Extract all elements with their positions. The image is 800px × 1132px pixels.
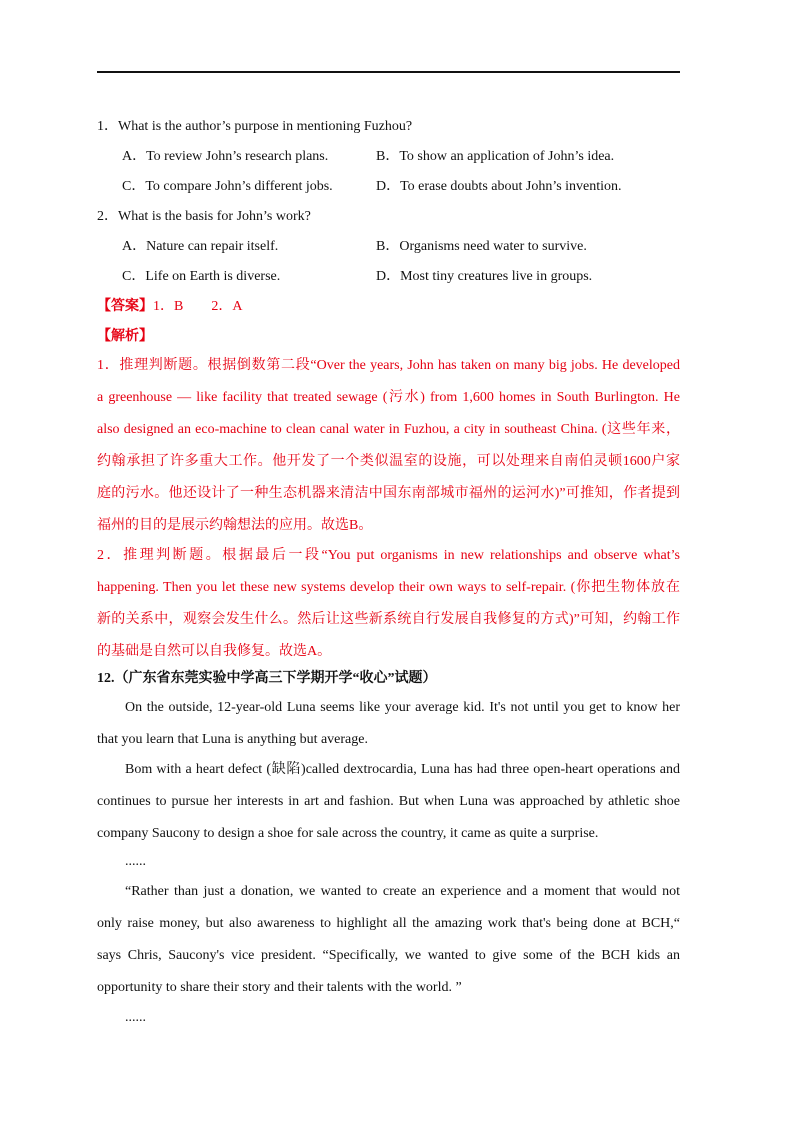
passage-line: continues to pursue her interests in art and fashion. But when Luna was approached by athletic shoe	[97, 794, 680, 809]
passage-line: “Rather than just a donation, we wanted to create an experience and a moment that would not	[125, 884, 680, 899]
question-1-option-a: A．To review John’s research plans.	[122, 149, 329, 164]
passage-line: only raise money, but also awareness to highlight all the amazing work that's being done at BCH,“	[97, 916, 680, 931]
passage-line: company Saucony to design a shoe for sale across the country, it came as quite a surprise.	[97, 826, 599, 841]
answer-tag: 【答案】	[97, 299, 153, 314]
passage-line: says Chris, Saucony's vice president. “Specifically, we wanted to give some of the BCH kids an	[97, 948, 680, 963]
question-2-option-a: A．Nature can repair itself.	[122, 239, 279, 254]
passage-line: Bom with a heart defect (缺陷)called dextrocardia, Luna has had three open-heart operations and	[125, 762, 680, 777]
question-1-option-d: D．To erase doubts about John’s invention.	[376, 179, 622, 194]
question-1-option-b: B．To show an application of John’s idea.	[376, 149, 615, 164]
analysis-1-line: also designed an eco-machine to clean canal water in Fuzhou, a city in southeast China. (这些年来，	[97, 422, 680, 437]
answer-text: 1．B 2．A	[153, 299, 243, 314]
analysis-2-line: 2．推理判断题。根据最后一段“You put organisms in new relationships and observe what’s	[97, 548, 680, 563]
answer-line	[97, 297, 242, 317]
analysis-2-line: 新的关系中，观察会发生什么。然后让这些新系统自行发展自我修复的方式)”可知，约翰工作	[97, 612, 680, 627]
passage-line: opportunity to share their story and their talents with the world. ”	[97, 980, 462, 995]
ellipsis: ......	[125, 1010, 146, 1025]
analysis-2-line: 的基础是自然可以自我修复。故选A。	[97, 644, 332, 659]
question-1-stem: 1．What is the author’s purpose in mentioning Fuzhou?	[97, 119, 413, 134]
section-heading: 12.（广东省东莞实验中学高三下学期开学“收心”试题）	[97, 671, 437, 686]
question-2-option-c: C．Life on Earth is diverse.	[122, 269, 281, 284]
question-2-option-d: D．Most tiny creatures live in groups.	[376, 269, 593, 284]
passage-line: that you learn that Luna is anything but average.	[97, 732, 368, 747]
analysis-1-line: 约翰承担了许多重大工作。他开发了一个类似温室的设施，可以处理来自南伯灵顿1600户家	[97, 454, 680, 469]
analysis-1-line: 1．推理判断题。根据倒数第二段“Over the years, John has taken on many big jobs. He developed	[97, 358, 680, 373]
question-1-option-c: C．To compare John’s different jobs.	[122, 179, 333, 194]
analysis-1-line: 福州的目的是展示约翰想法的应用。故选B。	[97, 518, 373, 533]
analysis-1-line: 庭的污水。他还设计了一种生态机器来清洁中国东南部城市福州的运河水)”可推知，作者提到	[97, 486, 680, 501]
analysis-2-line: happening. Then you let these new systems develop their own ways to self-repair. (你把生物体放在	[97, 580, 680, 595]
analysis-tag: 【解析】	[97, 329, 153, 344]
ellipsis: ......	[125, 854, 146, 869]
header-rule	[97, 71, 680, 73]
question-2-stem: 2．What is the basis for John’s work?	[97, 209, 311, 224]
passage-line: On the outside, 12-year-old Luna seems like your average kid. It's not until you get to know her	[125, 700, 680, 715]
analysis-1-line: a greenhouse — like facility that treated sewage (污水) from 1,600 homes in South Burlington. He	[97, 390, 680, 405]
question-2-option-b: B．Organisms need water to survive.	[376, 239, 587, 254]
